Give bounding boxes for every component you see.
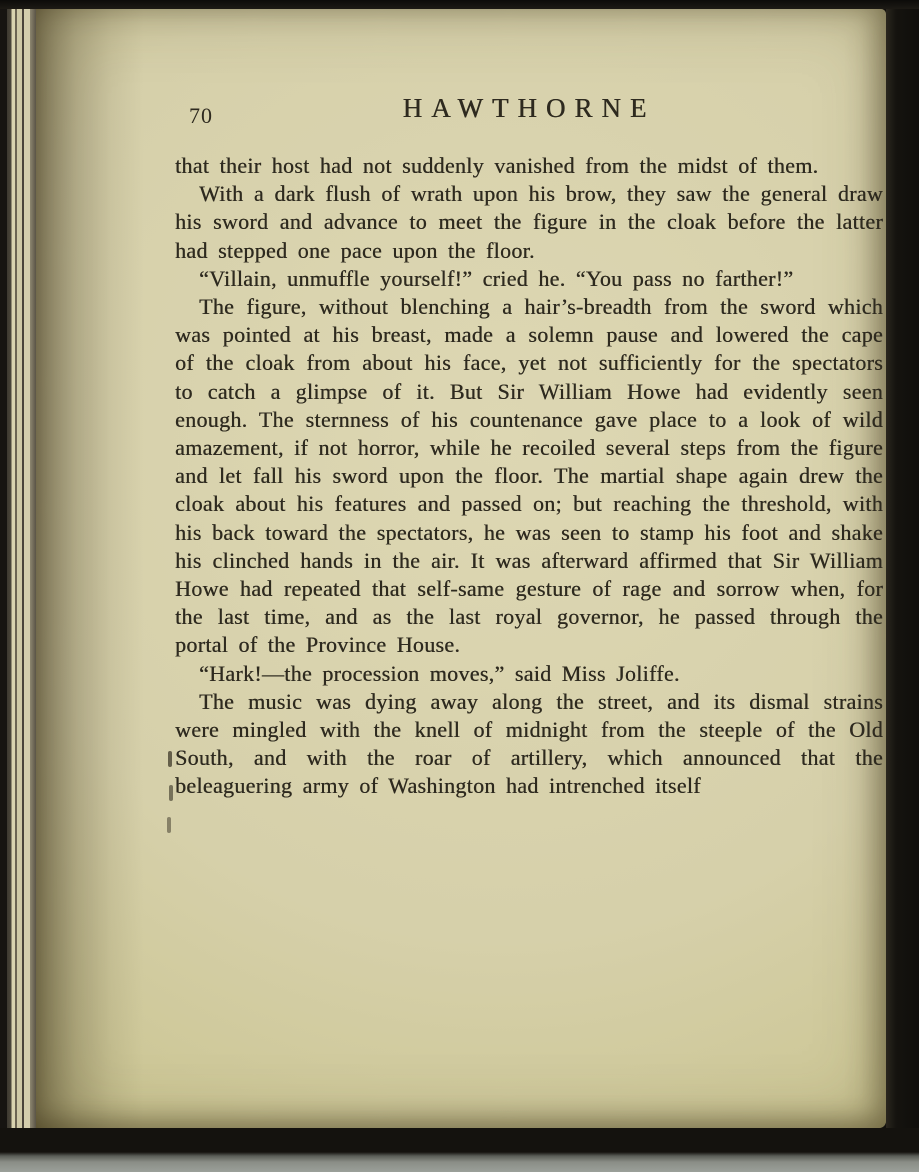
scan-bottom-edge: [0, 1128, 919, 1172]
scan-top-edge: [0, 0, 919, 9]
paragraph-villain-quote: “Villain, unmuffle yourself!” cried he. “You pass no farther!”: [199, 265, 794, 291]
paragraph-hark-quote: “Hark!—the procession moves,” said Miss Joliffe.: [199, 660, 680, 686]
book-spine-edge: [0, 0, 36, 1172]
page-header: [175, 93, 883, 131]
page-body: [175, 152, 883, 801]
scan-right-edge: [886, 0, 919, 1172]
paragraph-general-advances: With a dark flush of wrath upon his brow, they saw the general draw his sword and advance to meet the figure in the cloak before the latter had stepped one pace upon the floor.: [175, 181, 883, 263]
text-column: [175, 93, 883, 801]
gutter-shadow: [34, 9, 144, 1128]
binding-marks: [168, 751, 172, 767]
page-number: 70: [189, 103, 213, 128]
paragraph-continuation: that their host had not suddenly vanished from the midst of them.: [175, 153, 819, 178]
paragraph-figure-unmuffles: The figure, without blenching a hair’s-breadth from the sword which was pointed at his breast, made a solemn pause and lowered the cape of the cloak from about his face, yet not sufficiently for the spectators to catch a glimpse of it. But Sir William Howe had evidently seen enough. The sternness of his countenance gave place to a look of wild amazement, if not horror, while he recoiled several steps from the figure and let fall his sword upon the floor. The martial shape again drew the cloak about his features and passed on; but reaching the threshold, with his back toward the spectators, he was seen to stamp his foot and shake his clinched hands in the air. It was afterward affirmed that Sir William Howe had repeated that self-same gesture of rage and sorrow when, for the last time, and as the last royal governor, he passed through the portal of the Province House.: [175, 294, 883, 658]
running-head: HAWTHORNE: [402, 93, 656, 123]
book-page: [34, 9, 886, 1128]
paragraph-music-dying: The music was dying away along the street, and its dismal strains were mingled with the knell of midnight from the steeple of the Old South, and with the roar of artillery, which announced that the beleaguering army of Washington had intrenched itself: [175, 688, 883, 799]
